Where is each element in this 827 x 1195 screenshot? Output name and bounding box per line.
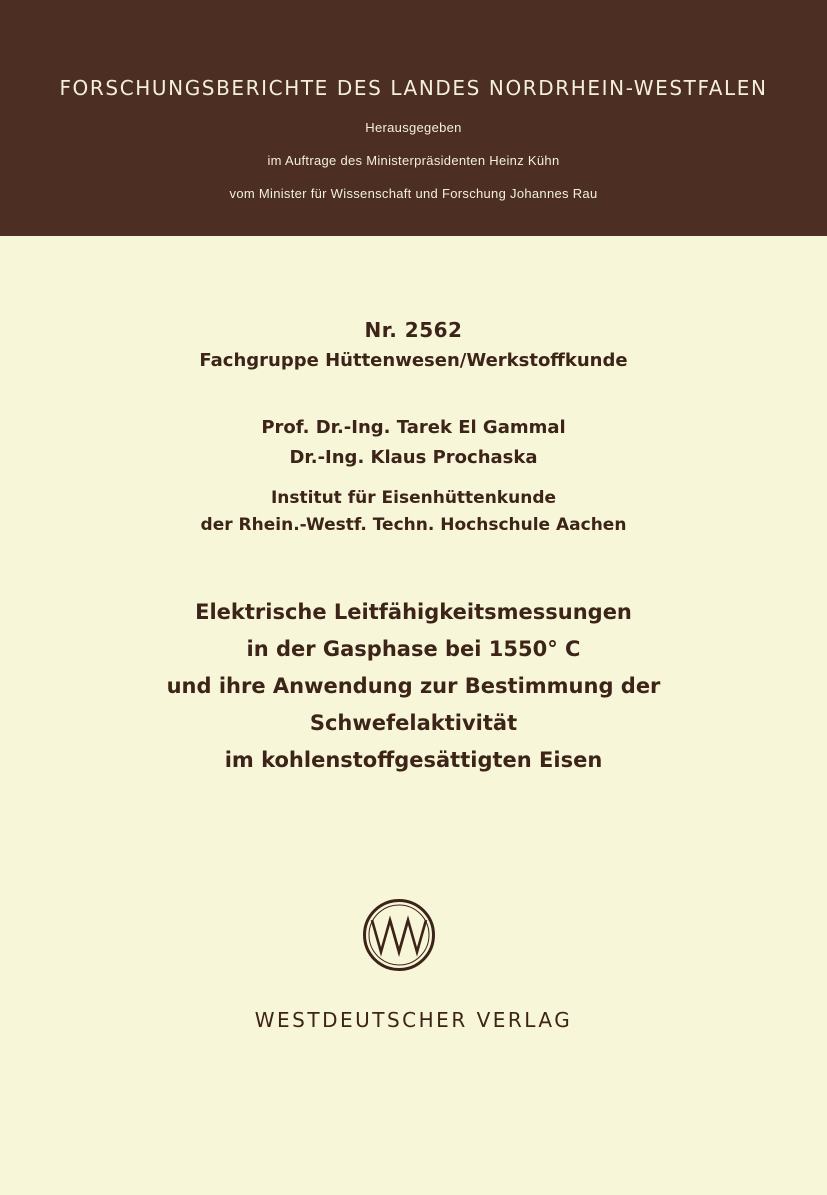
institute-line: der Rhein.-Westf. Techn. Hochschule Aachen — [200, 515, 627, 535]
institute-line: Institut für Eisenhüttenkunde — [270, 488, 557, 508]
report-title-line: Schwefelaktivität — [309, 711, 518, 735]
series-title: FORSCHUNGSBERICHTE DES LANDES NORDRHEIN-WESTFALEN — [59, 76, 768, 100]
subject-group: Fachgruppe Hüttenwesen/Werkstoffkunde — [199, 350, 628, 371]
commission-line: im Auftrage des Ministerpräsidenten Heinz Kühn — [267, 153, 560, 168]
author-name: Prof. Dr.-Ing. Tarek El Gammal — [261, 417, 566, 438]
report-title-line: im kohlenstoffgesättigten Eisen — [224, 748, 603, 772]
editor-line: Herausgegeben — [365, 120, 462, 135]
report-title-line: und ihre Anwendung zur Bestimmung der — [166, 674, 661, 698]
report-title-line: Elektrische Leitfähigkeitsmessungen — [195, 600, 632, 624]
header-band — [0, 0, 827, 236]
ww-logo-icon — [362, 898, 436, 972]
minister-line: vom Minister für Wissenschaft und Forschung Johannes Rau — [229, 186, 598, 201]
report-number: Nr. 2562 — [364, 318, 463, 342]
report-title-line: in der Gasphase bei 1550° C — [246, 637, 581, 661]
author-name: Dr.-Ing. Klaus Prochaska — [289, 447, 538, 468]
publisher-name: WESTDEUTSCHER VERLAG — [254, 1008, 573, 1032]
